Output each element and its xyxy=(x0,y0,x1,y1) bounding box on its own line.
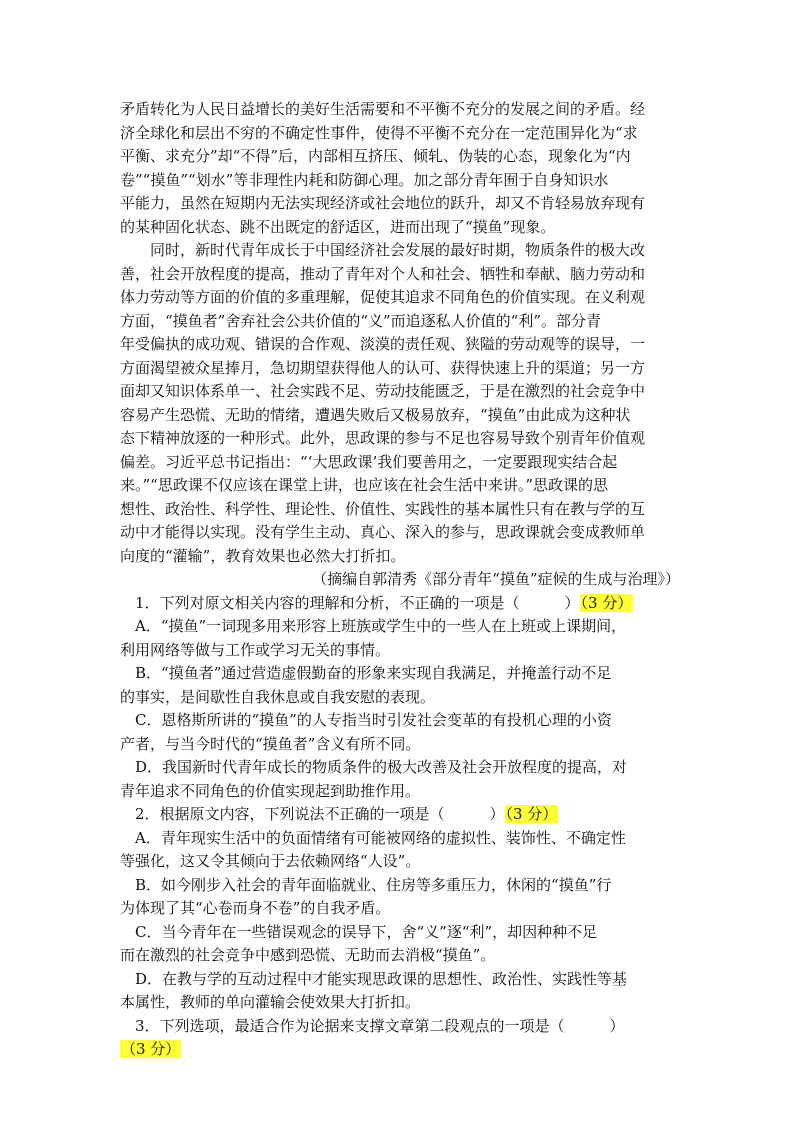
option-b-cont: 为体现了其“心卷而身不卷”的自我矛盾。 xyxy=(120,899,391,917)
passage-line: 同时，新时代青年成长于中国经济社会发展的最好时期，物质条件的极大改 xyxy=(120,241,646,259)
score-badge: （3 分） xyxy=(580,593,633,612)
passage-line: 的某种固化状态、跳不出既定的舒适区，进而出现了“摸鱼”现象。 xyxy=(120,217,556,236)
passage-line: 动中才能得以实现。没有学生主动、真心、深入的参与，思政课就会变成教师单 xyxy=(120,523,646,541)
question-stem xyxy=(120,592,680,616)
passage-line: 偏差。习近平总书记指出：“‘大思政课’我们要善用之，一定要跟现实结合起 xyxy=(120,452,618,471)
passage-line: 矛盾转化为人民日益增长的美好生活需要和不平衡不充分的发展之间的矛盾。经 xyxy=(120,100,646,118)
option-c: C．当今青年在一些错误观念的误导下，舍“义”逐“利”，却因种种不足 xyxy=(120,922,598,941)
option-a-cont: 利用网络等做与工作或学习无关的事情。 xyxy=(120,640,391,659)
document-page xyxy=(120,98,680,1062)
option-c-cont: 产者，与当今时代的“摸鱼者”含义有所不同。 xyxy=(120,734,421,753)
passage-line: 年受偏执的成功观、错误的合作观、淡漠的责任观、狭隘的劳动观等的误导，一 xyxy=(120,335,646,353)
option-b: B．如今刚步入社会的青年面临就业、住房等多重压力，休闲的“摸鱼”行 xyxy=(120,875,612,894)
question-stem-text: 1．下列对原文相关内容的理解和分析，不正确的一项是（ ） xyxy=(120,593,580,612)
question-3 xyxy=(120,1015,680,1062)
passage-line: 面却又知识体系单一、社会实践不足、劳动技能匮乏，于是在激烈的社会竞争中 xyxy=(120,382,646,400)
passage xyxy=(120,98,680,568)
score-badge: （3 分） xyxy=(121,1040,181,1058)
question-stem xyxy=(120,803,680,827)
option-b-cont: 的事实，是间歇性自我休息或自我安慰的表现。 xyxy=(120,687,436,706)
question-stem: 3．下列选项，最适合作为论据来支撑文章第二段观点的一项是（ ） xyxy=(120,1016,625,1035)
option-c: C．恩格斯所讲的“摸鱼”的人专指当时引发社会变革的有投机心理的小资 xyxy=(120,711,612,729)
option-b: B．“摸鱼者”通过营造虚假勤奋的形象来实现自我满足，并掩盖行动不足 xyxy=(120,664,612,682)
option-a-cont: 等强化，这又令其倾向于去依赖网络“人设”。 xyxy=(120,852,421,870)
question-1 xyxy=(120,592,680,804)
passage-line: 体力劳动等方面的价值的多重理解，促使其追求不同角色的价值实现。在义利观 xyxy=(120,288,646,306)
option-d-cont: 青年追求不同角色的价值实现起到助推作用。 xyxy=(120,781,421,800)
passage-line: 善，社会开放程度的提高，推动了青年对个人和社会、牺牲和奉献、脑力劳动和 xyxy=(120,264,646,283)
option-d: D．在教与学的互动过程中才能实现思政课的思想性、政治性、实践性等基 xyxy=(120,969,628,988)
passage-line: 来。”“思政课不仅应该在课堂上讲，也应该在社会生活中来讲。”思政课的思 xyxy=(120,476,609,494)
passage-line: 方面，“摸鱼者”舍弃社会公共价值的“义”而追逐私人价值的“利”。部分青 xyxy=(120,311,602,330)
passage-line: 向度的“灌输”，教育效果也必然大打折扣。 xyxy=(120,546,406,565)
score-badge: （3 分） xyxy=(505,805,558,823)
question-score-line xyxy=(120,1038,680,1062)
passage-line: 想性、政治性、科学性、理论性、价值性、实践性的基本属性只有在教与学的互 xyxy=(120,499,646,518)
passage-line: 态下精神放逐的一种形式。此外，思政课的参与不足也容易导致个别青年价值观 xyxy=(120,429,646,447)
passage-line: 卷”“摸鱼”“划水”等非理性内耗和防御心理。加之部分青年囿于自身知识水 xyxy=(120,170,609,189)
option-d: D．我国新时代青年成长的物质条件的极大改善及社会开放程度的提高，对 xyxy=(120,758,628,776)
passage-line: 平衡、求充分”却“不得”后，内部相互挤压、倾轧、伪装的心态，现象化为“内 xyxy=(120,147,631,165)
option-c-cont: 而在激烈的社会竞争中感到恐慌、无助而去消极“摸鱼”。 xyxy=(120,946,496,964)
passage-line: 方面渴望被众星捧月，急切期望获得他人的认可、获得快速上升的渠道；另一方 xyxy=(120,358,646,377)
passage-line: 容易产生恐慌、无助的情绪，遭遇失败后又极易放弃，“摸鱼”由此成为这种状 xyxy=(120,405,631,424)
question-stem-text: 2．根据原文内容，下列说法不正确的一项是（ ） xyxy=(120,805,505,823)
passage-line: 济全球化和层出不穷的不确定性事件，使得不平衡不充分在一定范围异化为“求 xyxy=(120,123,638,142)
source-citation: （摘编自郭清秀《部分青年“摸鱼”症候的生成与治理》） xyxy=(312,570,680,588)
option-a: A．青年现实生活中的负面情绪有可能被网络的虚拟性、装饰性、不确定性 xyxy=(120,828,626,847)
question-2 xyxy=(120,803,680,1015)
passage-line: 平能力，虽然在短期内无法实现经济或社会地位的跃升，却又不肯轻易放弃现有 xyxy=(120,194,646,212)
option-a: A．“摸鱼”一词现多用来形容上班族或学生中的一些人在上班或上课期间， xyxy=(120,617,627,635)
option-d-cont: 本属性，教师的单向灌输会使效果大打折扣。 xyxy=(120,993,421,1011)
